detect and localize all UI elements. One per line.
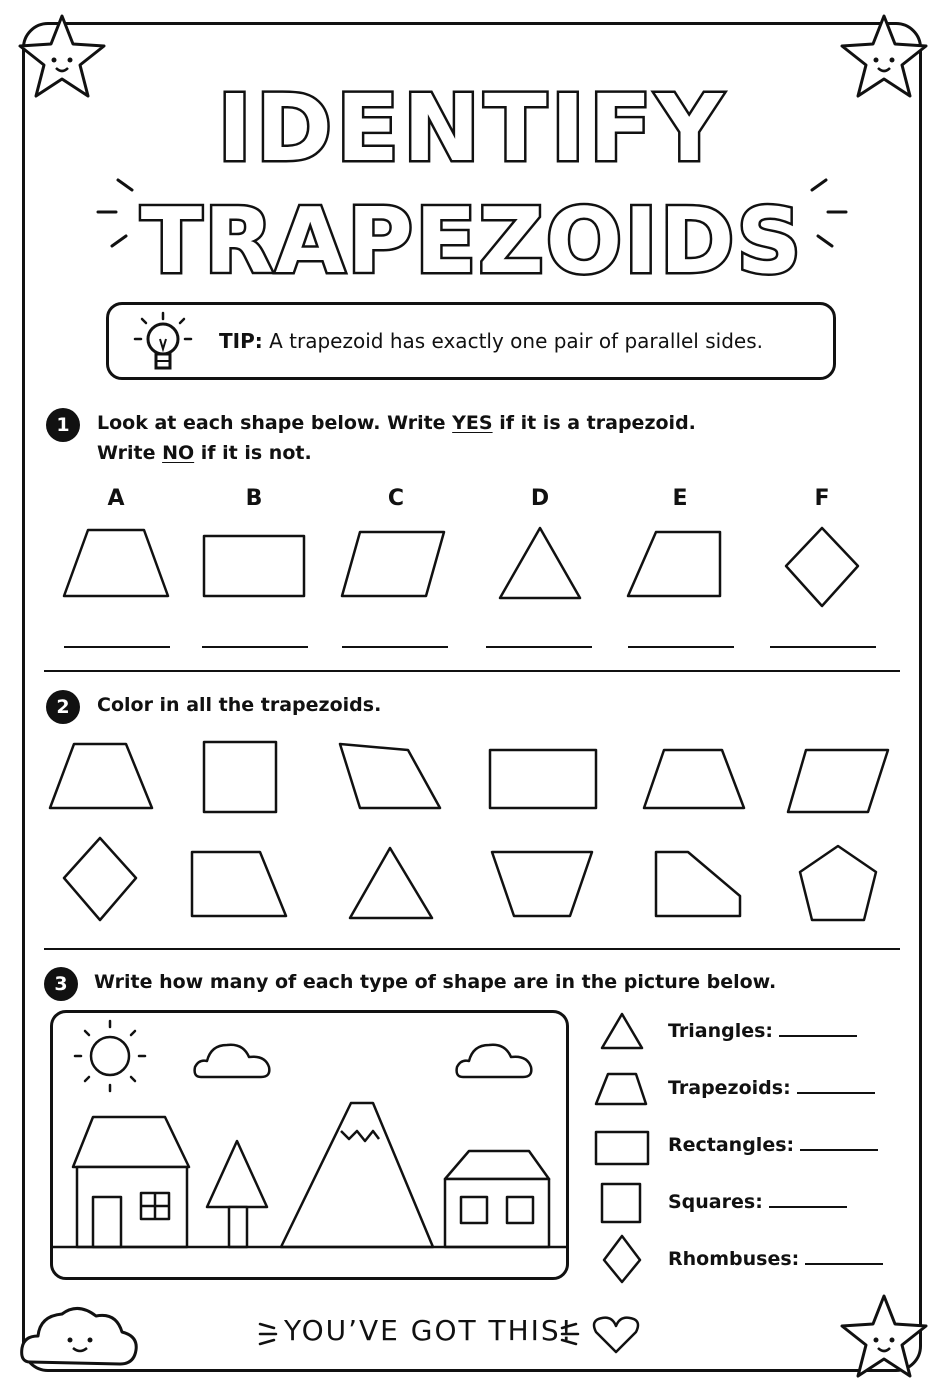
section-1-number: 1 bbox=[46, 408, 80, 442]
mountain bbox=[281, 1103, 433, 1247]
answer-line-b[interactable] bbox=[202, 646, 308, 648]
color-shape-rhombus-1[interactable] bbox=[64, 838, 136, 920]
tree-top bbox=[207, 1141, 267, 1207]
rhombus-icon bbox=[604, 1236, 640, 1282]
shape-letter-b: B bbox=[245, 486, 263, 511]
color-shape-parallelogram-1[interactable] bbox=[788, 750, 888, 812]
count-squares-blank[interactable] bbox=[769, 1206, 847, 1208]
tree-trunk bbox=[229, 1207, 247, 1247]
shape-b-rectangle bbox=[204, 536, 304, 596]
color-shape-rectangle-1[interactable] bbox=[490, 750, 596, 808]
color-shape-trapezoid-3[interactable] bbox=[192, 852, 286, 916]
title-banner bbox=[0, 40, 944, 290]
footer-message: YOU’VE GOT THIS! bbox=[284, 1314, 574, 1347]
count-rhombuses-blank[interactable] bbox=[805, 1263, 883, 1265]
count-trapezoids-blank[interactable] bbox=[797, 1092, 875, 1094]
count-rhombuses: Rhombuses: bbox=[668, 1248, 883, 1270]
color-shape-trapezoid-5[interactable] bbox=[656, 852, 740, 916]
shape-c-parallelogram bbox=[342, 532, 444, 596]
star-icon-bottom-right bbox=[834, 1288, 934, 1388]
trapezoid-icon bbox=[596, 1074, 646, 1104]
color-shape-trapezoid-4[interactable] bbox=[492, 852, 592, 916]
house-2-window-1 bbox=[461, 1197, 487, 1223]
picture-scene bbox=[53, 1013, 566, 1277]
answer-line-f[interactable] bbox=[770, 646, 876, 648]
section-3-number: 3 bbox=[44, 967, 78, 1001]
house-1-roof bbox=[73, 1117, 189, 1167]
cloud-icon-1 bbox=[195, 1045, 270, 1077]
section-divider-2 bbox=[44, 948, 900, 950]
title-line-2: TRAPEZOIDS bbox=[140, 189, 804, 290]
color-shape-trapezoid-2[interactable] bbox=[644, 750, 744, 808]
count-triangles-blank[interactable] bbox=[779, 1035, 857, 1037]
cloud-icon-2 bbox=[457, 1045, 532, 1077]
count-shape-icons bbox=[590, 1008, 660, 1288]
count-triangles: Triangles: bbox=[668, 1020, 857, 1042]
shape-letter-e: E bbox=[672, 486, 688, 511]
shape-picture bbox=[50, 1010, 569, 1280]
color-shape-pentagon-1[interactable] bbox=[800, 846, 876, 920]
count-rectangles-blank[interactable] bbox=[800, 1149, 878, 1151]
count-trapezoids: Trapezoids: bbox=[668, 1077, 875, 1099]
section-3-instruction: Write how many of each type of shape are in the picture below. bbox=[94, 971, 777, 993]
title-line-1: IDENTIFY bbox=[217, 75, 727, 182]
answer-line-e[interactable] bbox=[628, 646, 734, 648]
lightbulb-icon bbox=[127, 311, 197, 381]
color-shape-triangle-1[interactable] bbox=[350, 848, 432, 918]
count-squares: Squares: bbox=[668, 1191, 847, 1213]
sun-icon bbox=[91, 1037, 129, 1075]
answer-line-a[interactable] bbox=[64, 646, 170, 648]
section-2-number: 2 bbox=[46, 690, 80, 724]
color-shape-quad-1[interactable] bbox=[340, 744, 440, 808]
heart-icon bbox=[594, 1318, 638, 1352]
shape-letter-a: A bbox=[107, 486, 125, 511]
shape-e-trapezoid bbox=[628, 532, 720, 596]
square-icon bbox=[602, 1184, 640, 1222]
tip-body: A trapezoid has exactly one pair of parallel sides. bbox=[269, 329, 763, 353]
house-2-roof bbox=[445, 1151, 549, 1179]
section-1-instruction: Look at each shape below. Write YES if it is a trapezoid. Write NO if it is not. bbox=[97, 412, 696, 464]
shape-d-triangle bbox=[500, 528, 580, 598]
section-divider-1 bbox=[44, 670, 900, 672]
color-shape-square-1[interactable] bbox=[204, 742, 276, 812]
shape-letter-f: F bbox=[814, 486, 830, 511]
house-1-door bbox=[93, 1197, 121, 1247]
shape-f-rhombus bbox=[786, 528, 858, 606]
answer-line-c[interactable] bbox=[342, 646, 448, 648]
tip-label: TIP: bbox=[219, 329, 263, 353]
tip-box bbox=[106, 302, 836, 380]
triangle-icon bbox=[602, 1014, 642, 1048]
section-1-shapes bbox=[0, 520, 944, 620]
section-2-instruction: Color in all the trapezoids. bbox=[97, 694, 382, 716]
count-rectangles: Rectangles: bbox=[668, 1134, 878, 1156]
color-shape-trapezoid-1[interactable] bbox=[50, 744, 152, 808]
cloud-icon-bottom-left bbox=[16, 1292, 144, 1382]
tip-text bbox=[219, 329, 763, 353]
house-2-window-2 bbox=[507, 1197, 533, 1223]
shape-letter-d: D bbox=[530, 486, 550, 511]
section-2-shapes bbox=[0, 730, 944, 930]
rectangle-icon bbox=[596, 1132, 648, 1164]
shape-a-trapezoid bbox=[64, 530, 168, 596]
answer-line-d[interactable] bbox=[486, 646, 592, 648]
shape-letter-c: C bbox=[387, 486, 405, 511]
